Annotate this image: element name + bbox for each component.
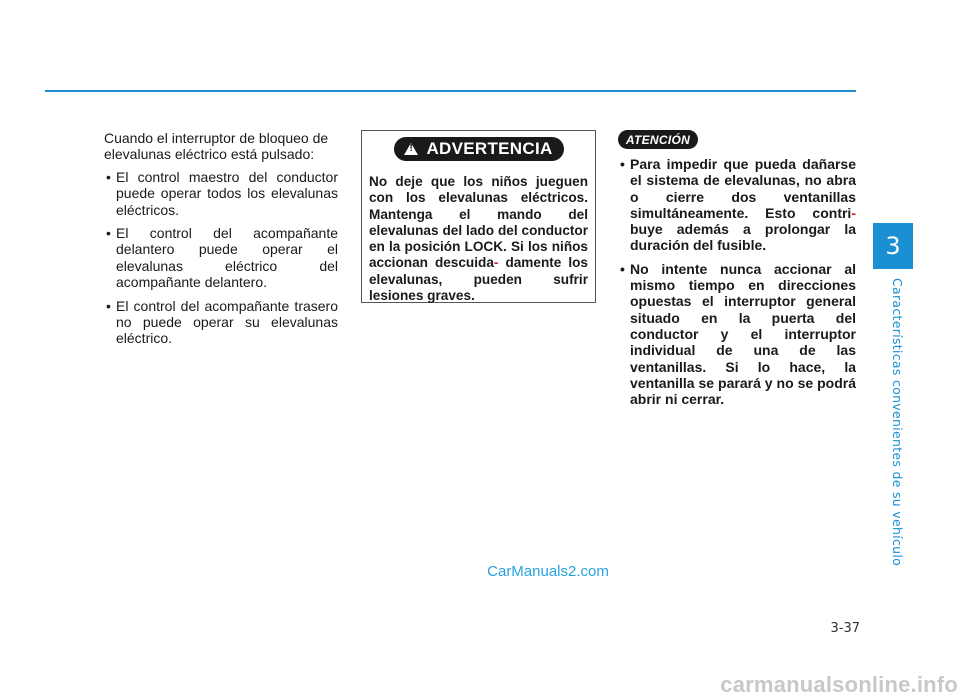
warning-header <box>362 137 595 161</box>
caution-badge: ATENCIÓN <box>618 130 698 149</box>
watermark-footer: carmanualsonline.info <box>720 672 958 697</box>
list-item: • No intente nunca accionar al mismo tiempo en direcciones opuestas el interruptor general situado en la puerta del conductor y el interruptor individual de una de las ventanillas. Si lo hace, la ventanilla se parará y no se podrá abrir ni cerrar. <box>618 261 856 408</box>
caution-column <box>618 156 856 414</box>
warning-pill <box>394 137 564 161</box>
warning-hyphen: - <box>493 255 499 271</box>
chapter-title: Características convenientes de su vehículo <box>890 278 905 567</box>
warning-box <box>361 130 596 303</box>
intro-text: Cuando el interruptor de bloqueo de elevalunas eléctrico está pulsado: <box>104 130 329 163</box>
warning-heading: ADVERTENCIA <box>426 139 553 158</box>
chapter-number: 3 <box>885 232 901 260</box>
column-one <box>104 130 338 354</box>
page-number: 3-37 <box>830 621 860 636</box>
warning-text-part2: damente los elevalunas, pueden sufrir lesiones graves. <box>369 255 588 304</box>
chapter-number-tab <box>873 223 913 269</box>
caution-bullet-list <box>618 156 856 407</box>
warning-triangle-icon <box>404 143 418 155</box>
caution-bullet1-part2: buye además a prolongar la duración del fusible. <box>630 221 856 254</box>
header-rule <box>45 90 856 92</box>
warning-text-part1: No deje que los niños jueguen con los elevalunas eléctricos. Mantenga el mando del elevalunas del lado del conductor en la posición LOCK. Si los niños accionan descuida <box>369 174 588 271</box>
caution-hyphen: - <box>851 204 856 221</box>
list-item: • El control del acompañante delantero puede operar el elevalunas eléctrico del acompañante delantero. <box>104 225 338 291</box>
warning-text <box>369 174 588 304</box>
caution-bullet1-part1: Para impedir que pueda dañarse el sistema de elevalunas, no abra o cierre dos ventanillas simultáneamente. Esto contri <box>630 156 856 221</box>
list-item: • El control maestro del conductor puede operar todos los elevalunas eléctricos. <box>104 169 338 218</box>
watermark-link[interactable]: CarManuals2.com <box>487 563 609 580</box>
list-item <box>618 156 856 254</box>
lock-bullet-list <box>104 169 338 347</box>
list-item: • El control del acompañante trasero no puede operar su elevalunas eléctrico. <box>104 298 338 347</box>
